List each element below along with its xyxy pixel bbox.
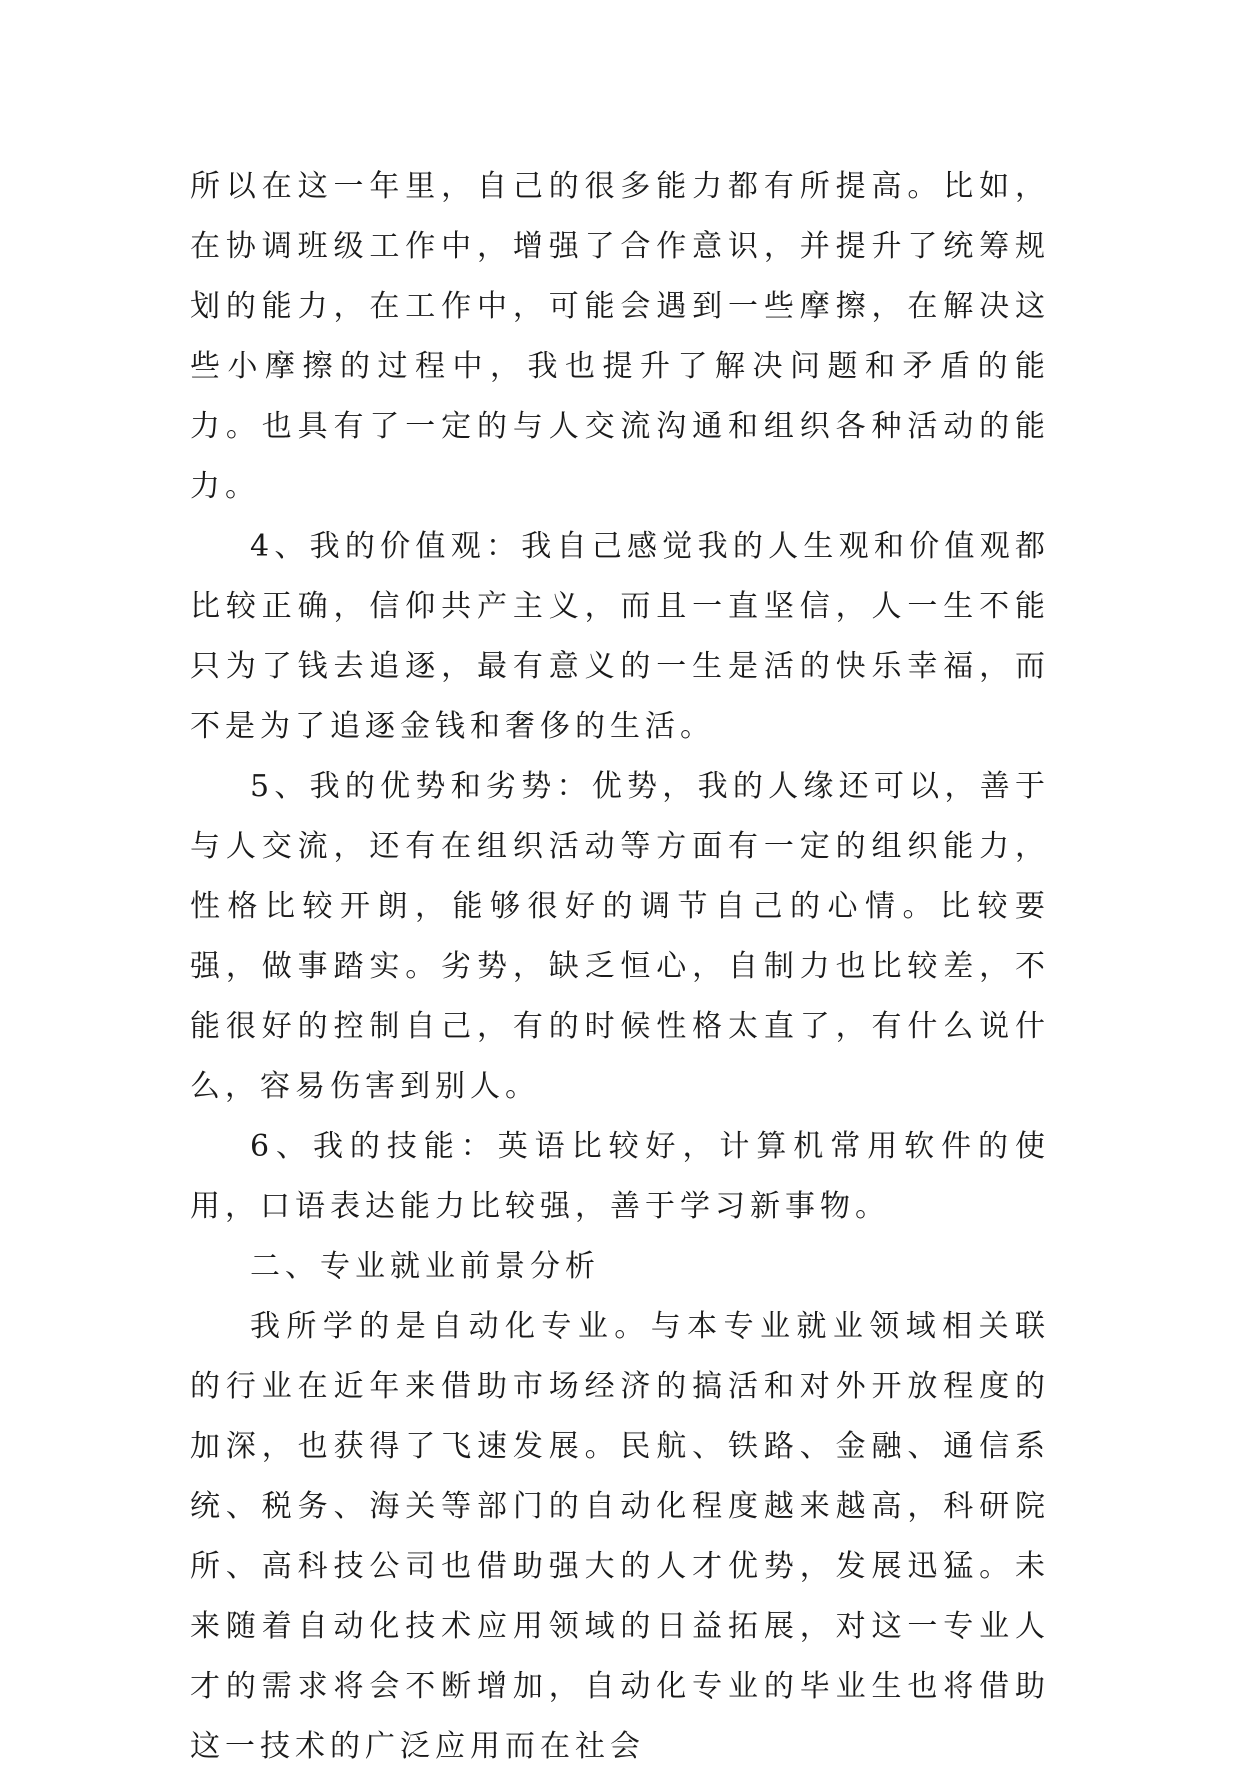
paragraph-skills: 6、我的技能：英语比较好，计算机常用软件的使用，口语表达能力比较强，善于学习新事物。 [190, 1129, 1050, 1224]
paragraph-values: 4、我的价值观：我自己感觉我的人生观和价值观都比较正确，信仰共产主义，而且一直坚信，人一生不能只为了钱去追逐，最有意义的一生是活的快乐幸福，而不是为了追逐金钱和奢侈的生活。 [190, 529, 1050, 744]
document-body [190, 157, 1050, 1777]
paragraph-strengths-weaknesses: 5、我的优势和劣势：优势，我的人缘还可以，善于与人交流，还有在组织活动等方面有一定的组织能力，性格比较开朗，能够很好的调节自己的心情。比较要强，做事踏实。劣势，缺乏恒心，自制力也比较差，不能很好的控制自己，有的时候性格太直了，有什么说什么，容易伤害到别人。 [190, 769, 1050, 1104]
paragraph-automation-major: 我所学的是自动化专业。与本专业就业领域相关联的行业在近年来借助市场经济的搞活和对外开放程度的加深，也获得了飞速发展。民航、铁路、金融、通信系统、税务、海关等部门的自动化程度越来越高，科研院所、高科技公司也借助强大的人才优势，发展迅猛。未来随着自动化技术应用领域的日益拓展，对这一专业人才的需求将会不断增加，自动化专业的毕业生也将借助这一技术的广泛应用而在社会 [190, 1309, 1050, 1764]
section-heading-career-prospects: 二、专业就业前景分析 [250, 1249, 600, 1284]
paragraph-abilities-improved: 所以在这一年里，自己的很多能力都有所提高。比如，在协调班级工作中，增强了合作意识，并提升了统筹规划的能力，在工作中，可能会遇到一些摩擦，在解决这些小摩擦的过程中，我也提升了解决问题和矛盾的能力。也具有了一定的与人交流沟通和组织各种活动的能力。 [190, 169, 1050, 504]
